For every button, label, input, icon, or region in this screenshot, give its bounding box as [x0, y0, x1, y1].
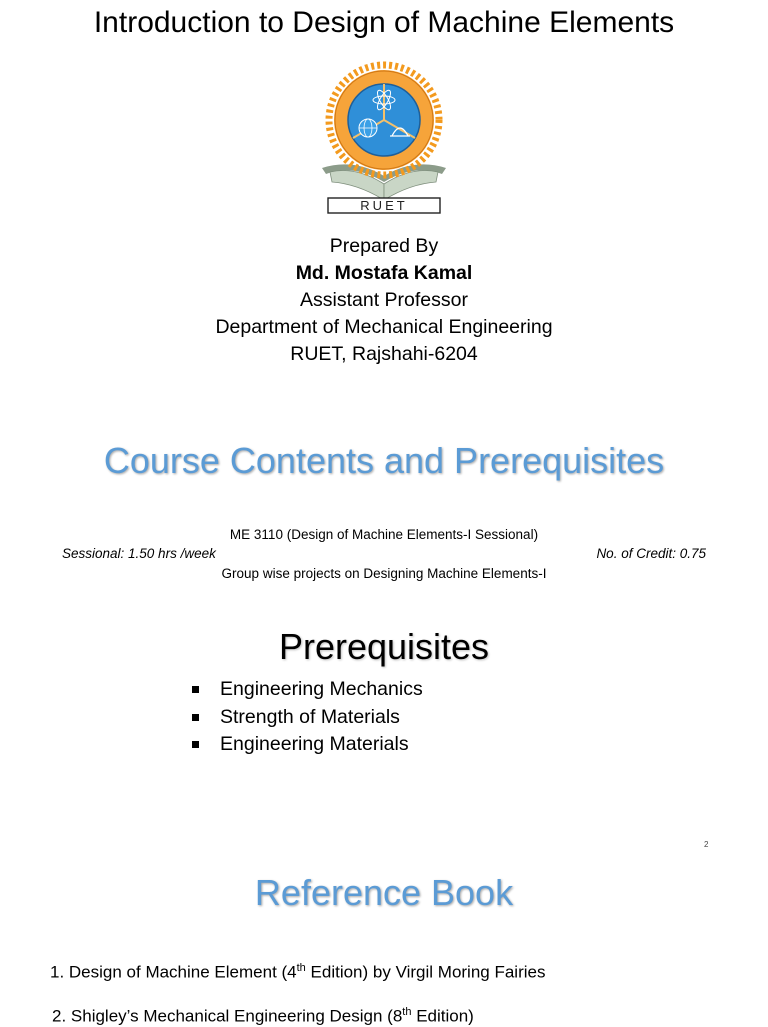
bullet-icon [192, 686, 199, 693]
reference-superscript: th [296, 962, 306, 974]
reference-book-heading: Reference Book [254, 872, 514, 913]
reference-text: Edition) by Virgil Moring Fairies [305, 962, 546, 982]
author-institution: RUET, Rajshahi-6204 [290, 343, 478, 365]
page-number: 2 [704, 840, 709, 849]
course-description: Group wise projects on Designing Machine Elements-I [221, 566, 547, 581]
credit-count: No. of Credit: 0.75 [596, 546, 706, 561]
ruet-logo [318, 58, 450, 218]
course-code: ME 3110 (Design of Machine Elements-I Sessional) [229, 527, 539, 542]
bullet-icon [192, 741, 199, 748]
author-position: Assistant Professor [300, 289, 468, 311]
prerequisite-label: Engineering Mechanics [220, 678, 423, 700]
list-item [192, 731, 423, 759]
prepared-by-label: Prepared By [329, 235, 439, 257]
reference-item-1 [50, 962, 545, 983]
prerequisite-label: Strength of Materials [220, 705, 400, 728]
reference-text: 2. Shigley’s Mechanical Engineering Design (8 [52, 1006, 403, 1026]
list-item [192, 676, 423, 704]
prerequisite-label: Engineering Materials [220, 733, 409, 755]
reference-superscript: th [402, 1006, 412, 1018]
document-title: Introduction to Design of Machine Elements [93, 6, 675, 39]
list-item [192, 704, 423, 732]
author-name: Md. Mostafa Kamal [295, 262, 473, 284]
course-contents-heading: Course Contents and Prerequisites [103, 440, 665, 481]
sessional-hours: Sessional: 1.50 hrs /week [62, 546, 216, 561]
prerequisites-list [192, 676, 423, 759]
reference-text: 1. Design of Machine Element (4 [50, 962, 297, 982]
prerequisites-heading: Prerequisites [278, 626, 490, 667]
bullet-icon [192, 714, 199, 721]
author-department: Department of Mechanical Engineering [215, 316, 553, 338]
logo-text: RUET [360, 198, 408, 213]
reference-text: Edition) [411, 1006, 474, 1026]
